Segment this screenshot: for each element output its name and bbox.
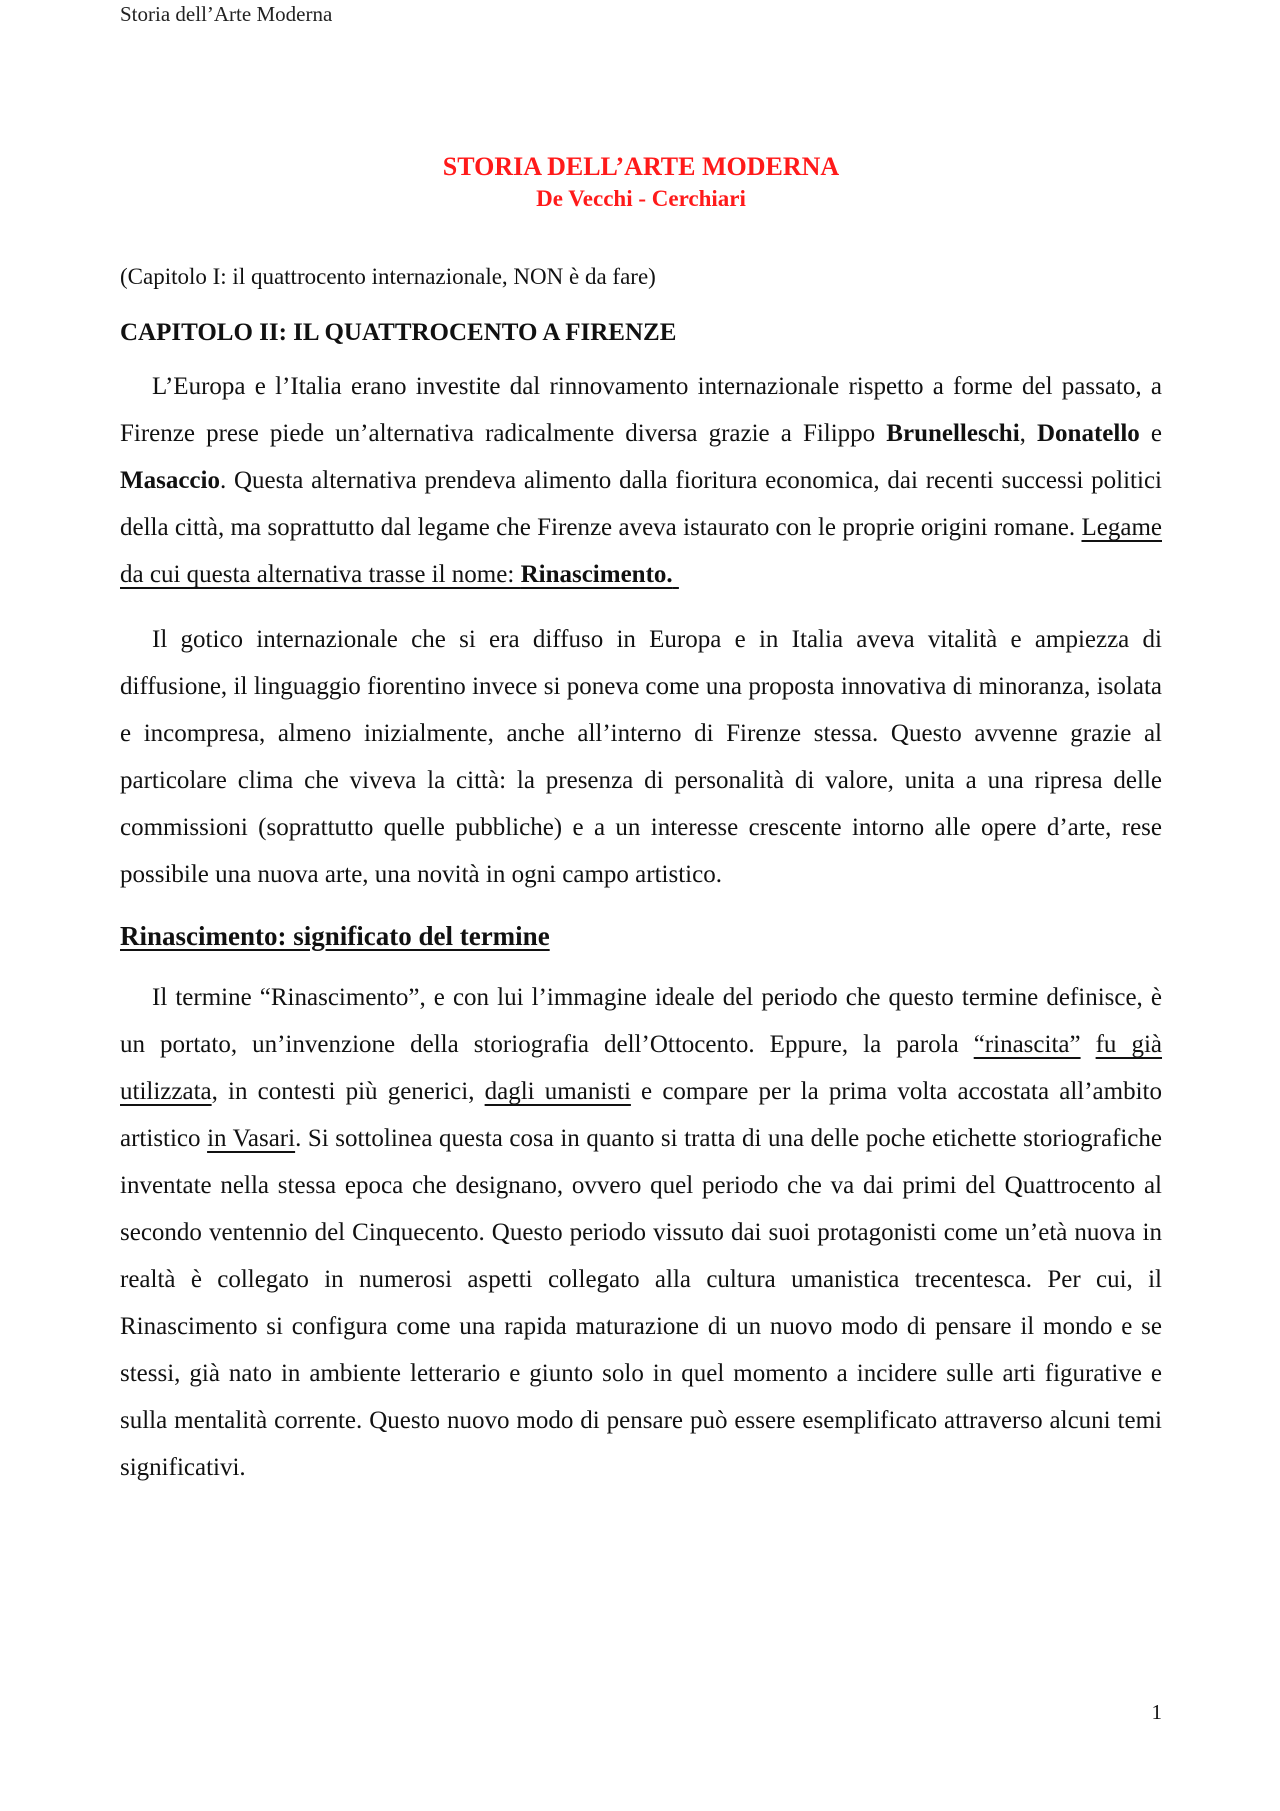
bold-name-masaccio: Masaccio [120, 467, 220, 494]
text-run: . Questa alternativa prendeva alimento dalla fioritura economica, dai recenti successi politici della città, ma soprattutto dal legame che Firenze aveva istaurato con le proprie origini romane. [120, 467, 1162, 541]
document-title: STORIA DELL’ARTE MODERNA [442, 152, 840, 181]
text-run: . Si sottolinea questa cosa in quanto si tratta di una delle poche etichette storiografiche inventate nella stessa epoca che designano, ovvero quel periodo che va dai primi del Quattrocento al secondo ventennio del Cinquecento. Questo periodo vissuto dai suoi protagonisti come un’età nuova in realtà è collegato in numerosi aspetti collegato alla cultura umanistica trecentesca. Per cui, il Rinascimento si configura come una rapida maturazione di un nuovo modo di pensare il mondo e se stessi, già nato in ambiente letterario e giunto solo in quel momento a incidere sulle arti figurative e sulla mentalità corrente. Questo nuovo modo di pensare può essere esemplificato attraverso alcuni temi significativi. [120, 1125, 1162, 1481]
text-run: e compare per la prima volta accostata all’ambito artistico [120, 1078, 1162, 1152]
bold-term-rinascimento: Rinascimento. [520, 561, 673, 588]
text-run: e [1139, 420, 1162, 447]
text-run: Il termine “Rinascimento”, e con lui l’immagine ideale del periodo che questo termine definisce, è un portato, un’invenzione della storiografia dell’Ottocento. Eppure, la parola [120, 984, 1162, 1058]
underlined-in-vasari: in Vasari [207, 1125, 296, 1152]
text-run: , in contesti più generici, [211, 1078, 485, 1105]
running-header: Storia dell’Arte Moderna [120, 2, 333, 26]
text-run: L’Europa e l’Italia erano investite dal rinnovamento internazionale rispetto a forme del passato, a Firenze prese piede un’alternativa radicalmente diversa grazie a Filippo [120, 373, 1162, 447]
document-authors: De Vecchi - Cerchiari [536, 186, 746, 211]
underlined-dagli-umanisti: dagli umanisti [484, 1078, 631, 1105]
underlined-run: Legame da cui questa alternativa trasse il nome: [120, 514, 1162, 588]
section-heading: Rinascimento: significato del termine [120, 921, 550, 951]
chapter-heading: CAPITOLO II: IL QUATTROCENTO A FIRENZE [120, 319, 677, 346]
document-body [120, 262, 1162, 1491]
underlined-fu-gia-utilizzata: fu già utilizzata [120, 1031, 1163, 1105]
underlined-rinascita: “rinascita” [973, 1031, 1081, 1058]
page-number: 1 [1151, 1700, 1162, 1724]
text-run [1081, 1031, 1096, 1058]
bold-name-brunelleschi: Brunelleschi [886, 420, 1020, 447]
text-run: , [1019, 420, 1037, 447]
paragraph-intro [120, 363, 1162, 598]
bold-name-donatello: Donatello [1037, 420, 1140, 447]
title-block [120, 150, 1162, 214]
paragraph-termine [120, 974, 1162, 1491]
intro-note: (Capitolo I: il quattrocento internazionale, NON è da fare) [120, 264, 656, 289]
paragraph-gotico: Il gotico internazionale che si era diffuso in Europa e in Italia aveva vitalità e ampiezza di diffusione, il linguaggio fiorentino invece si poneva come una proposta innovativa di minoranza, isolata e incompresa, almeno inizialmente, anche all’interno di Firenze stessa. Questo avvenne grazie al particolare clima che viveva la città: la presenza di personalità di valore, unita a una ripresa delle commissioni (soprattutto quelle pubbliche) e a un interesse crescente intorno alle opere d’arte, rese possibile una nuova arte, una novità in ogni campo artistico. [120, 626, 1162, 888]
